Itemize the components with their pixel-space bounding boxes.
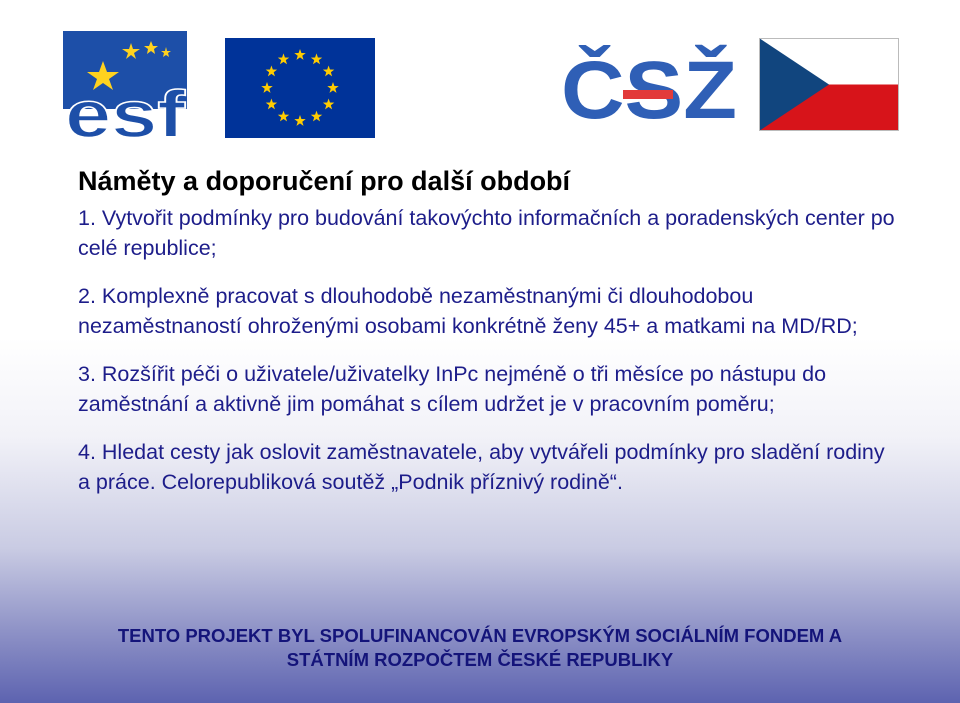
csz-logo — [557, 38, 742, 126]
funding-notice — [40, 624, 920, 672]
page-title: Náměty a doporučení pro další období — [78, 166, 571, 196]
list-item: 2. Komplexně pracovat s dlouhodobě nezaměstnanými či dlouhodobou nezaměstnaností ohroženými osobami konkrétně ženy 45+ a matkami na MD/RD; — [78, 284, 858, 338]
list-item: 3. Rozšířit péči o uživatele/uživatelky InPc nejméně o tři měsíce po nástupu do zaměstnání a aktivně jim pomáhat s cílem udržet je v pracovním poměru; — [78, 362, 827, 416]
csz-red-accent — [623, 90, 673, 99]
esf-logo-text: esf — [65, 77, 187, 143]
funding-notice-line: TENTO PROJEKT BYL SPOLUFINANCOVÁN EVROPSKÝM SOCIÁLNÍM FONDEM A — [117, 625, 843, 646]
czech-flag — [759, 38, 899, 131]
funding-notice-line: STÁTNÍM ROZPOČTEM ČESKÉ REPUBLIKY — [286, 649, 674, 670]
list-item: 1. Vytvořit podmínky pro budování takovýchto informačních a poradenských center po celé republice; — [78, 206, 895, 260]
list-item: 4. Hledat cesty jak oslovit zaměstnavatele, aby vytvářeli podmínky pro sladění rodiny a práce. Celorepubliková soutěž „Podnik příznivý rodině“. — [78, 440, 885, 494]
recommendation-list — [78, 204, 898, 516]
esf-logo — [63, 31, 187, 143]
eu-flag-logo — [225, 38, 375, 138]
csz-logo-text: ČSŽ — [561, 45, 725, 126]
